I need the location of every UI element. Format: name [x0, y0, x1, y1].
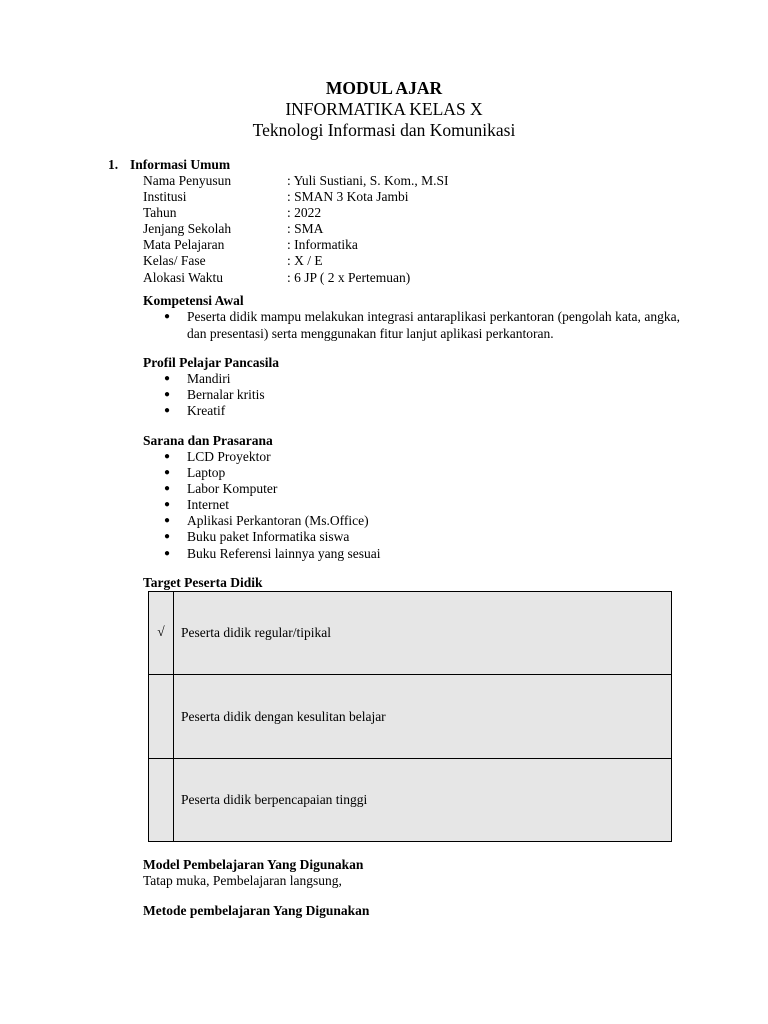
table-cell-text: Peserta didik dengan kesulitan belajar [181, 708, 386, 724]
section-number: 1. [108, 157, 119, 172]
list-item-text: Buku Referensi lainnya yang sesuai [187, 545, 381, 561]
list-item-text: Kreatif [187, 403, 226, 419]
info-row [143, 253, 449, 269]
sarana-list [164, 449, 380, 562]
list-item-text: LCD Proyektor [187, 449, 271, 464]
target-heading: Target Peserta Didik [143, 575, 263, 590]
list-item [164, 529, 380, 545]
list-item-text: Labor Komputer [187, 481, 278, 497]
model-heading: Model Pembelajaran Yang Digunakan [143, 857, 364, 872]
info-row [143, 189, 449, 205]
info-table [143, 173, 449, 286]
title-line-1: MODUL AJAR [325, 78, 443, 98]
info-row [143, 173, 449, 189]
kompetensi-heading: Kompetensi Awal [143, 293, 244, 308]
info-value: : SMAN 3 Kota Jambi [287, 189, 409, 205]
info-value: : SMA [287, 221, 324, 237]
info-value: : 6 JP ( 2 x Pertemuan) [287, 269, 411, 285]
section-heading-informasi-umum [108, 157, 230, 173]
check-cell [149, 759, 174, 841]
table-row [149, 759, 671, 841]
document-title [0, 78, 768, 141]
info-label: Tahun [143, 205, 177, 221]
list-item [164, 513, 380, 529]
list-item [164, 449, 380, 465]
check-cell [149, 675, 174, 758]
kompetensi-item [164, 309, 680, 342]
list-item [164, 371, 265, 387]
list-item-text: Buku paket Informatika siswa [187, 529, 350, 545]
model-text: Tatap muka, Pembelajaran langsung, [143, 873, 342, 888]
bullet-icon: ● [164, 311, 171, 322]
info-value: : X / E [287, 253, 323, 269]
table-row [149, 592, 671, 675]
list-item-text: Internet [187, 497, 229, 513]
bullet-icon: ● [164, 389, 171, 401]
table-row [149, 675, 671, 759]
info-value: : 2022 [287, 205, 322, 221]
list-item [164, 497, 380, 513]
bullet-icon: ● [164, 451, 171, 462]
info-label: Institusi [143, 189, 187, 205]
info-label: Alokasi Waktu [143, 269, 224, 285]
title-line-3: Teknologi Informasi dan Komunikasi [252, 120, 516, 140]
info-value: : Informatika [287, 237, 358, 253]
info-row [143, 221, 449, 237]
kompetensi-text: Peserta didik mampu melakukan integrasi antaraplikasi perkantoran (pengolah kata, angka, dan presentasi) serta menggunakan fitur lanjut aplikasi perkantoran. [187, 309, 680, 341]
bullet-icon: ● [164, 547, 171, 559]
list-item [164, 403, 265, 419]
info-row [143, 237, 449, 253]
list-item-text: Laptop [187, 465, 226, 481]
metode-heading: Metode pembelajaran Yang Digunakan [143, 903, 370, 918]
info-row [143, 205, 449, 221]
check-cell [149, 592, 174, 674]
info-label: Kelas/ Fase [143, 253, 206, 269]
list-item [164, 387, 265, 403]
info-label: Jenjang Sekolah [143, 221, 232, 237]
list-item [164, 546, 380, 562]
target-table [148, 591, 672, 842]
profil-heading: Profil Pelajar Pancasila [143, 355, 279, 370]
table-cell-text: Peserta didik berpencapaian tinggi [181, 792, 368, 807]
info-row [143, 270, 449, 286]
list-item-text: Mandiri [187, 371, 231, 386]
checkmark-icon: √ [157, 624, 165, 640]
info-label: Nama Penyusun [143, 173, 232, 188]
bullet-icon: ● [164, 531, 171, 543]
bullet-icon: ● [164, 515, 171, 527]
profil-list [164, 371, 265, 419]
title-line-2: INFORMATIKA KELAS X [285, 99, 483, 119]
table-cell-text: Peserta didik regular/tipikal [181, 625, 331, 640]
bullet-icon: ● [164, 467, 171, 479]
info-label: Mata Pelajaran [143, 237, 225, 253]
section-heading-text: Informasi Umum [130, 157, 231, 172]
bullet-icon: ● [164, 499, 171, 511]
list-item-text: Bernalar kritis [187, 387, 265, 403]
info-value: : Yuli Sustiani, S. Kom., M.SI [287, 173, 449, 188]
sarana-heading: Sarana dan Prasarana [143, 433, 273, 448]
list-item [164, 465, 380, 481]
bullet-icon: ● [164, 483, 171, 495]
list-item [164, 481, 380, 497]
bullet-icon: ● [164, 373, 171, 384]
list-item-text: Aplikasi Perkantoran (Ms.Office) [187, 513, 369, 529]
bullet-icon: ● [164, 405, 171, 417]
